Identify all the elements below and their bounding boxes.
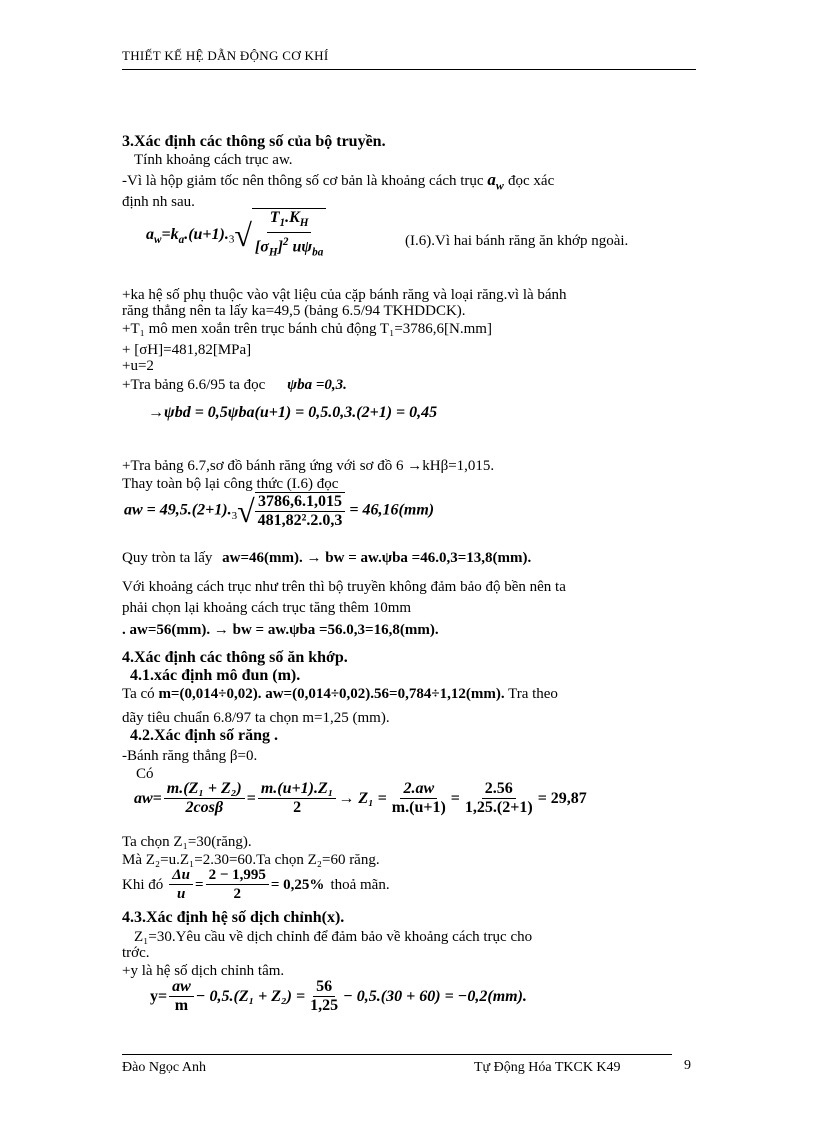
text-line: +Tra bảng 6.7,sơ đồ bánh răng ứng với sơ đồ 6 →kHβ=1,015. — [122, 458, 495, 474]
formula-aw-value: aw = $49,5.(2+1)._3√$ $\frac{3786,6.1,015}{\text{481,82².2.0,3}}$ = 46,16(mm) — [124, 493, 435, 529]
text-line: + [σH]=481,82[MPa] — [122, 342, 252, 358]
text-line: -Vì là hộp giảm tốc nên thông số cơ bản là khoảng cách trục $a_w$ đọc xác — [122, 170, 555, 193]
text-line: trớc. — [122, 945, 150, 961]
text-line: +T₁ mô men xoắn trên trục bánh chủ động T₁=3786,6[N.mm] — [122, 321, 492, 337]
footer-author: Đào Ngọc Anh — [122, 1060, 206, 1075]
text-line: +Tra bảng 6.6/95 ta đọc ψba =0,3. — [122, 377, 347, 393]
formula-z1: aw= $\frac{\text{m.(Z₁ + Z₂)}}{2\cos\beta}$ = $\frac{\text{m.(u+1).Z₁}}{2}$ → Z₁ = $\frac{2.aw}{m.(u+1)}$ = $\frac{2.56}{1,25.(2+1)}$ = 29,87 — [134, 780, 587, 816]
text-line: Mà Z₂=u.Z₁=2.30=60.Ta chọn Z₂=60 răng. — [122, 852, 380, 868]
text-line: răng thẳng nên ta lấy ka=49,5 (bảng 6.5/94 TKHDDCK). — [122, 303, 466, 319]
text-line: Ta chọn Z₁=30(răng). — [122, 834, 252, 850]
text-line: định nh sau. — [122, 194, 195, 210]
page-header: THIẾT KẾ HỆ DẪN ĐỘNG CƠ KHÍ — [122, 48, 329, 63]
text-line: -Bánh răng thẳng β=0. — [122, 748, 258, 764]
text-line: phải chọn lại khoảng cách trục tăng thêm 10mm — [122, 600, 412, 616]
formula-i6: $a_w=k_a.(u+1)._3√$ $\frac{T_1.K_H}{[\sigma_H]^2 u\psi_{ba}}$ — [146, 208, 326, 262]
section-4-1-title: 4.1.xác định mô đun (m). — [130, 667, 301, 684]
formula-y: y= $\frac{aw}{m}$ − 0,5.(Z₁ + Z₂) = $\frac{56}{1,25}$ − 0,5.(30 + 60) = −0,2(mm). — [150, 978, 527, 1014]
section-3-title: 3.Xác định các thông số của bộ truyền. — [122, 133, 386, 150]
text-line: +u=2 — [122, 358, 154, 374]
text-line: +y là hệ số dịch chỉnh tâm. — [122, 963, 285, 979]
section-4-title: 4.Xác định các thông số ăn khớp. — [122, 649, 348, 666]
text-line: Z₁=30.Yêu cầu về dịch chỉnh để đảm bảo về khoảng cách trục cho — [134, 929, 533, 945]
formula-psi-bd: →ψbd = 0,5ψba(u+1) = 0,5.0,3.(2+1) = 0,45 — [148, 404, 438, 421]
text-line: +ka hệ số phụ thuộc vào vật liệu của cặp bánh răng và loại răng.vì là bánh — [122, 287, 567, 303]
footer-rule — [122, 1054, 672, 1055]
page-number: 9 — [684, 1058, 691, 1073]
section-4-3-title: 4.3.Xác định hệ số dịch chỉnh(x). — [122, 909, 345, 926]
formula-note: (I.6).Vì hai bánh răng ăn khớp ngoài. — [405, 233, 629, 249]
text-line: Ta có m=(0,014÷0,02). aw=(0,014÷0,02).56=0,784÷1,12(mm). Tra theo — [122, 686, 558, 702]
header-rule — [122, 69, 696, 70]
text-line: Tính khoảng cách trục aw. — [134, 152, 293, 168]
text-line: Khi đó $\frac{\Delta u}{u}$ = $\frac{2 - 1,995}{2}$ = 0,25% thoả mãn. — [122, 867, 390, 902]
text-line: Với khoảng cách trục như trên thì bộ truyền không đảm bảo độ bền nên ta — [122, 579, 566, 595]
text-line: dãy tiêu chuẩn 6.8/97 ta chọn m=1,25 (mm). — [122, 710, 390, 726]
text-line: Có — [136, 766, 154, 782]
text-line: Thay toàn bộ lại công thức (I.6) đọc — [122, 476, 339, 492]
section-4-2-title: 4.2.Xác định số răng . — [130, 727, 279, 744]
text-line: . aw=56(mm). → bw = aw.ψba =56.0,3=16,8(mm). — [122, 622, 439, 638]
footer-class: Tự Động Hóa TKCK K49 — [474, 1060, 621, 1075]
text-line: Quy tròn ta lấy aw=46(mm). → bw = aw.ψba =46.0,3=13,8(mm). — [122, 550, 532, 566]
